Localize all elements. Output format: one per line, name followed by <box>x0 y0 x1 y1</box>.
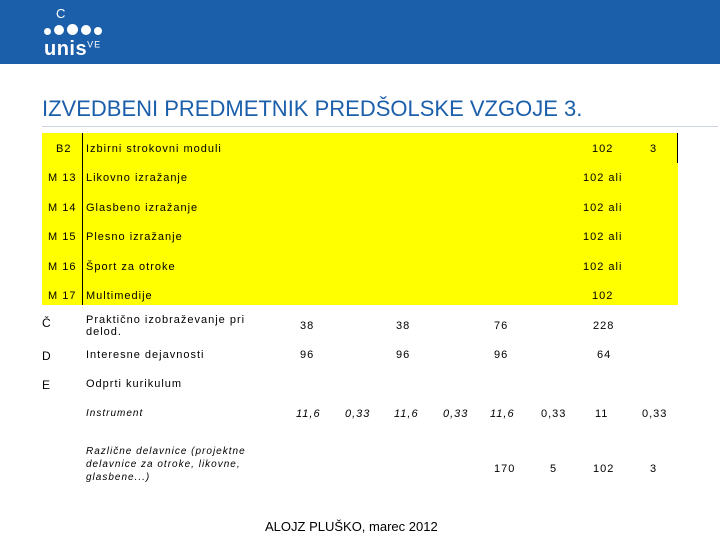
row-name: Glasbeno izražanje <box>86 202 199 214</box>
row-name: Multimedije <box>86 290 153 302</box>
instrument-value: 0,33 <box>345 408 371 420</box>
delavnice-value: 102 <box>593 463 615 475</box>
row-value: 96 <box>300 349 315 361</box>
row-code: M 16 <box>48 261 77 273</box>
instrument-value: 0,33 <box>642 408 668 420</box>
row-name: Plesno izražanje <box>86 231 183 243</box>
row-value: 38 <box>396 320 411 332</box>
row-name: Šport za otroke <box>86 261 176 273</box>
title-divider <box>42 126 718 127</box>
row-value-credits: 3 <box>650 143 658 155</box>
instrument-value: 0,33 <box>443 408 469 420</box>
row-code: D <box>42 349 52 363</box>
instrument-value: 11 <box>595 408 609 420</box>
row-code: Č <box>42 316 52 330</box>
row-value: 102 ali <box>583 231 623 243</box>
row-code: B2 <box>56 143 72 155</box>
instrument-value: 11,6 <box>296 408 321 420</box>
delavnice-label: Različne delavnice (projektne delavnice za otroke, likovne, glasbene...) <box>86 446 246 483</box>
page-title: IZVEDBENI PREDMETNIK PREDŠOLSKE VZGOJE 3. <box>42 96 583 121</box>
row-code: M 15 <box>48 231 77 243</box>
column-divider <box>82 133 83 305</box>
row-value: 102 <box>592 290 614 302</box>
instrument-value: 11,6 <box>490 408 515 420</box>
delavnice-value: 3 <box>650 463 658 475</box>
delavnice-value: 5 <box>550 463 558 475</box>
row-value: 76 <box>494 320 509 332</box>
row-name: Interesne dejavnosti <box>86 349 205 361</box>
column-divider <box>677 133 678 163</box>
footer-author: ALOJZ PLUŠKO, marec 2012 <box>265 519 438 534</box>
row-name: Odprti kurikulum <box>86 378 183 390</box>
row-code: M 13 <box>48 172 77 184</box>
row-code: E <box>42 378 52 392</box>
row-code: M 14 <box>48 202 77 214</box>
row-value: 38 <box>300 320 315 332</box>
logo-wordmark: unis$^{VE}$ <box>44 38 102 60</box>
row-code: M 17 <box>48 290 77 302</box>
delavnice-value: 170 <box>494 463 516 475</box>
instrument-label: Instrument <box>86 408 144 419</box>
row-value: 102 ali <box>583 261 623 273</box>
row-name: Izbirni strokovni moduli <box>86 143 222 155</box>
row-value: 102 ali <box>583 202 623 214</box>
header-bar <box>0 0 720 64</box>
row-value: 102 ali <box>583 172 623 184</box>
row-value: 64 <box>597 349 612 361</box>
row-value: 96 <box>396 349 411 361</box>
modules-highlight <box>42 133 678 305</box>
instrument-value: 0,33 <box>541 408 567 420</box>
row-value: 228 <box>593 320 615 332</box>
row-value: 96 <box>494 349 509 361</box>
instrument-value: 11,6 <box>394 408 419 420</box>
row-name: Likovno izražanje <box>86 172 188 184</box>
logo-letter: C <box>56 6 66 21</box>
row-name: Praktično izobraževanje pri delod. <box>86 314 246 338</box>
unisve-logo <box>40 6 150 62</box>
row-value: 102 <box>592 143 614 155</box>
